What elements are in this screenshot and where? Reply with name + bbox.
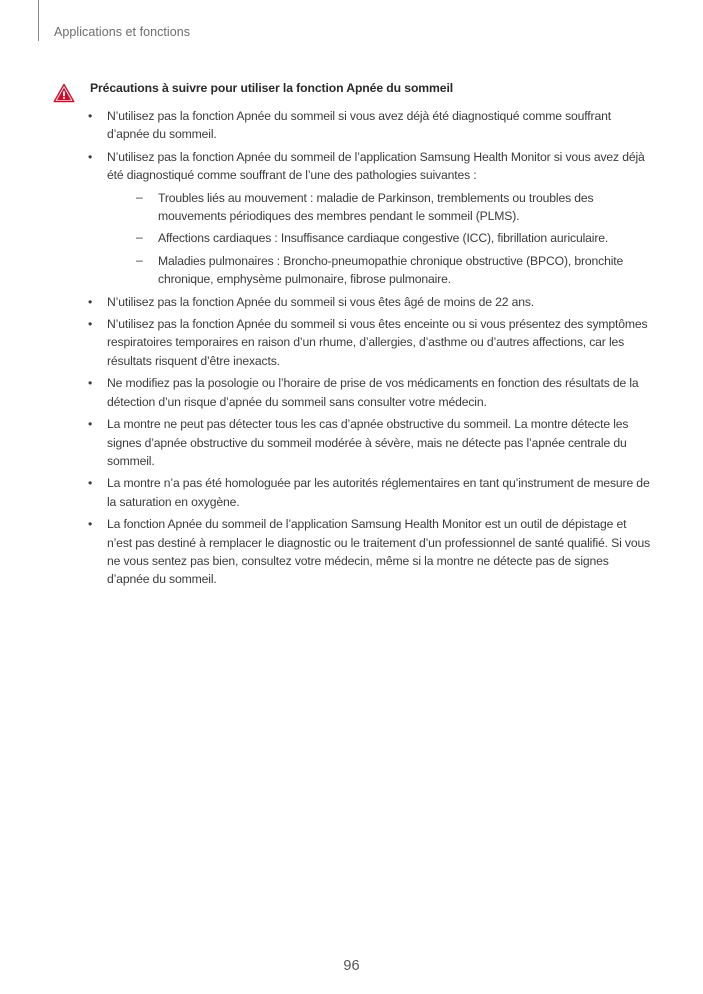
list-item [86,374,654,411]
section-header: Applications et fonctions [54,25,191,39]
bullet-marker: • [88,476,93,491]
list-item [86,293,654,311]
list-item-text: N’utilisez pas la fonction Apnée du sommeil de l’application Samsung Health Monitor si vous avez déjà été diagnostiqué comme souffrant de l’une des pathologies suivantes : [107,149,645,183]
list-item-text: La fonction Apnée du sommeil de l’application Samsung Health Monitor est un outil de dépistage et n’est pas destiné à remplacer le diagnostic ou le traitement d’un professionnel de santé qualifié. Si vous ne vous sentez pas bien, consultez votre médecin, même si la montre ne détecte pas de signes d’apnée du sommeil. [107,517,651,587]
caution-list-container [86,107,654,593]
list-item-text: N’utilisez pas la fonction Apnée du sommeil si vous êtes âgé de moins de 22 ans. [107,294,534,309]
caution-title: Précautions à suivre pour utiliser la fonction Apnée du sommeil [90,81,454,95]
header-divider [38,0,39,41]
dash-marker: – [136,189,143,204]
list-item-text: La montre n’a pas été homologuée par les autorités réglementaires en tant qu’instrument de mesure de la saturation en oxygène. [107,476,650,509]
bullet-marker: • [88,109,93,123]
bullet-marker: • [88,317,93,332]
sub-list-item-text: Troubles liés au mouvement : maladie de Parkinson, tremblements ou troubles des mouvements périodiques des membres pendant le sommeil (PLMS). [158,190,594,224]
sub-list-item-text: Affections cardiaques : Insuffisance cardiaque congestive (ICC), fibrillation auriculaire. [158,231,609,246]
caution-list [86,107,654,589]
list-item [86,515,654,589]
bullet-marker: • [88,517,93,532]
page-number: 96 [343,958,360,974]
list-item-text: N’utilisez pas la fonction Apnée du sommeil si vous êtes enceinte ou si vous présentez des symptômes respiratoires temporaires en raison d’un rhume, d’allergies, d’asthme ou d’autres affections, car les résultats risquent d’être inexacts. [107,317,648,368]
list-item [86,107,654,144]
list-item [86,474,654,511]
sub-list-item-text: Maladies pulmonaires : Broncho-pneumopathie chronique obstructive (BPCO), bronchite chronique, emphysème pulmonaire, fibrose pulmonaire. [158,253,624,287]
sub-list-item [107,189,654,226]
sub-list-item [107,229,654,247]
list-item [86,148,654,289]
sub-list [107,189,654,289]
list-item-text: Ne modifiez pas la posologie ou l’horaire de prise de vos médicaments en fonction des résultats de la détection d’un risque d’apnée du sommeil sans consulter votre médecin. [107,376,639,409]
warning-icon [53,83,75,103]
list-item [86,315,654,370]
list-item [86,415,654,470]
list-item-text: La montre ne peut pas détecter tous les cas d’apnée obstructive du sommeil. La montre détecte les signes d’apnée obstructive du sommeil modérée à sévère, mais ne détecte pas l’apnée centrale du sommeil. [107,417,629,468]
dash-marker: – [136,252,143,267]
bullet-marker: • [88,149,93,164]
bullet-marker: • [88,376,93,391]
list-item-text: N’utilisez pas la fonction Apnée du sommeil si vous avez déjà été diagnostiqué comme souffrant d’apnée du sommeil. [107,109,611,142]
bullet-marker: • [88,294,93,309]
dash-marker: – [136,230,143,245]
sub-list-item [107,252,654,289]
bullet-marker: • [88,417,93,432]
